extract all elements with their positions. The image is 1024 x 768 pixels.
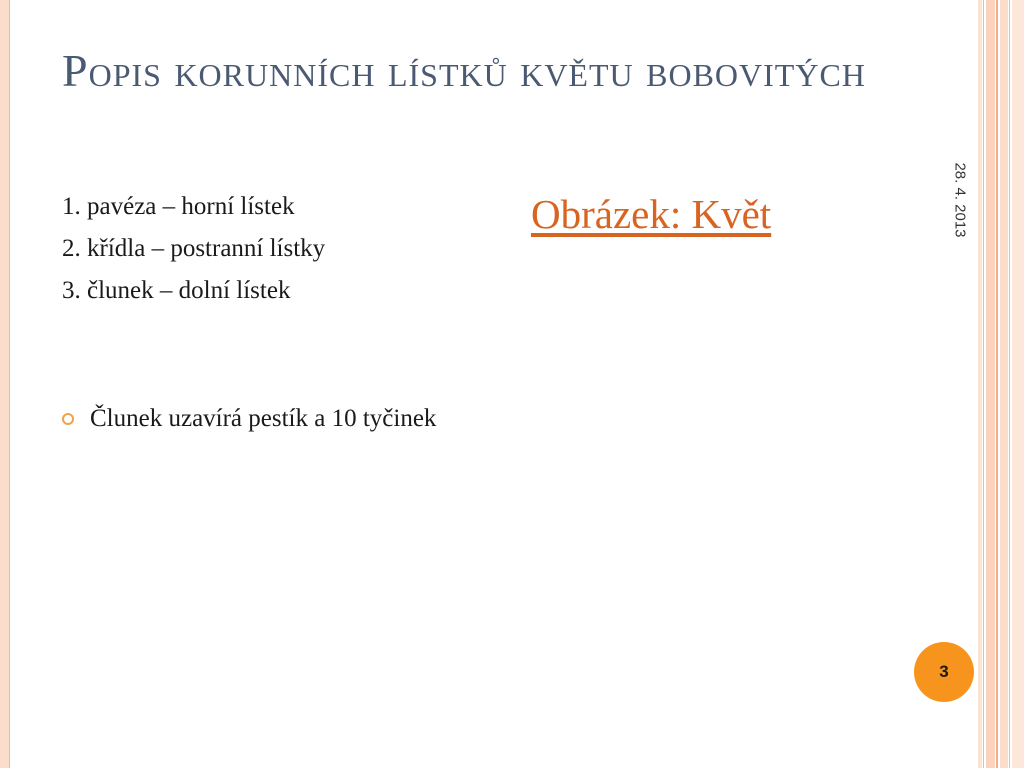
bullet-point <box>62 401 482 437</box>
page-number-badge <box>914 642 974 702</box>
right-border-decoration <box>978 0 1024 768</box>
image-link[interactable]: Obrázek: Květ <box>531 191 772 237</box>
slide-title: Popis korunních lístků květu bobovitých <box>62 45 866 96</box>
list-item: 2. křídla – postranní lístky <box>62 235 326 262</box>
left-border-decoration <box>0 0 10 768</box>
list-item: 3. člunek – dolní lístek <box>62 277 291 304</box>
slide-date: 28. 4. 2013 <box>951 162 969 238</box>
petal-list <box>62 186 325 312</box>
list-item: 1. pavéza – horní lístek <box>62 193 295 220</box>
bullet-text: Člunek uzavírá pestík a 10 tyčinek <box>90 405 437 432</box>
page-number: 3 <box>939 662 949 681</box>
circle-bullet-icon <box>62 413 74 425</box>
